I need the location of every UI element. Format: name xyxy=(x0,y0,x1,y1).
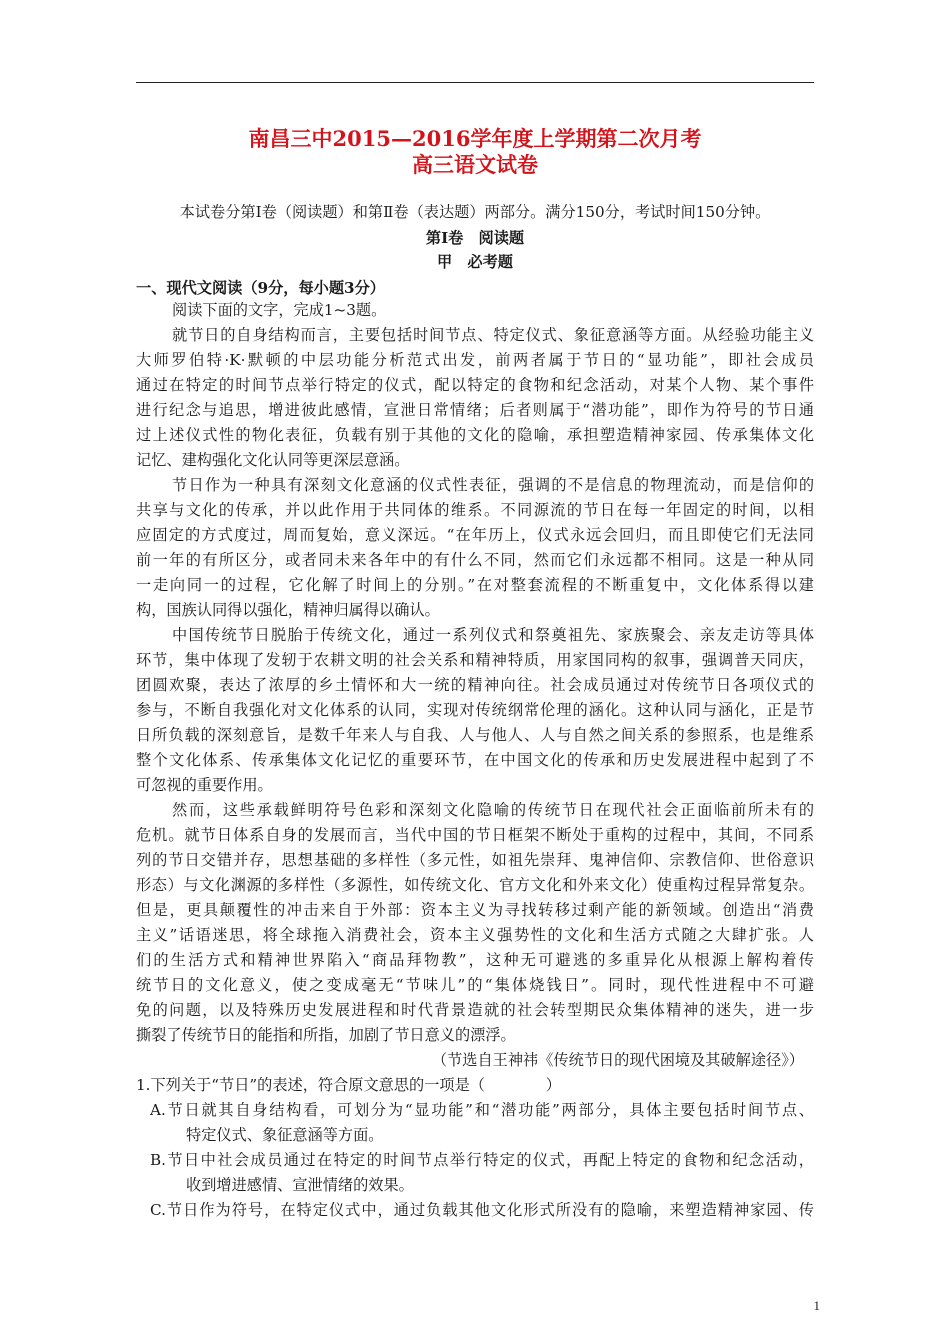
passage-line: 列的节日交错并存，思想基础的多样性（多元性，如祖先崇拜、鬼神信仰、宗教信仰、世俗意识 xyxy=(136,851,814,869)
passage-line: 一走向同一的过程，它化解了时间上的分别。”在对整套流程的不断重复中，文化体系得以建 xyxy=(136,576,814,594)
page-number: 1 xyxy=(813,1298,820,1313)
passage-line: 团圆欢聚，表达了浓厚的乡土情怀和大一统的精神向往。社会成员通过对传统节日各项仪式的 xyxy=(136,676,814,694)
passage-line: 共享与文化的传承，并以此作用于共同体的维系。不同源流的节日在每一年固定的时间，以相 xyxy=(136,501,814,519)
passage-line: 撕裂了传统节日的能指和所指，加剧了节日意义的漂浮。 xyxy=(136,1026,516,1044)
exam-subtitle: 高三语文试卷 xyxy=(412,152,538,177)
option-a: A.节日就其自身结构看，可划分为“显功能”和“潜功能”两部分，具体主要包括时间节点、 xyxy=(150,1101,814,1119)
exam-intro: 本试卷分第Ⅰ卷（阅读题）和第Ⅱ卷（表达题）两部分。满分150分，考试时间150分钟。 xyxy=(179,203,771,221)
passage-line: 大师罗伯特·K·默顿的中层功能分析范式出发，前两者属于节日的“显功能”，即社会成员 xyxy=(136,351,814,369)
exam-title: 南昌三中2015—2016学年度上学期第二次月考 xyxy=(248,126,702,151)
section-title: 第Ⅰ卷 阅读题 xyxy=(425,229,525,247)
passage-line: 进行纪念与追思，增进彼此感情，宣泄日常情绪；后者则属于“潜功能”，即作为符号的节日通 xyxy=(136,401,814,419)
reading-instruction: 阅读下面的文字，完成1~3题。 xyxy=(172,301,387,319)
passage-source: （节选自王神祎《传统节日的现代困境及其破解途径》） xyxy=(431,1051,804,1069)
passage-line: 们的生活方式和精神世界陷入“商品拜物教”，这种无可避逃的多重异化从根源上解构着传 xyxy=(136,951,814,969)
passage-line: 参与，不断自我强化对文化体系的认同，实现对传统纲常伦理的涵化。这种认同与涵化，正是节 xyxy=(136,701,814,719)
passage-line: 节日作为一种具有深刻文化意涵的仪式性表征，强调的不是信息的物理流动，而是信仰的 xyxy=(172,476,814,494)
passage-line: 日所负载的深刻意旨，是数千年来人与自我、人与他人、人与自然之间关系的参照系，也是维系 xyxy=(136,726,814,744)
passage-line: 然而，这些承载鲜明符号色彩和深刻文化隐喻的传统节日在现代社会正面临前所未有的 xyxy=(172,801,814,819)
part-heading: 一、现代文阅读（9分，每小题3分） xyxy=(136,279,385,297)
option-a-cont: 特定仪式、象征意涵等方面。 xyxy=(186,1126,384,1144)
passage-line: 过上述仪式性的物化表征，负载有别于其他的文化的隐喻，承担塑造精神家园、传承集体文化 xyxy=(136,426,814,444)
question-1-stem: 1.下列关于“节日”的表述，符合原文意思的一项是（ ） xyxy=(136,1076,561,1094)
option-b-cont: 收到增进感情、宣泄情绪的效果。 xyxy=(186,1176,414,1194)
subsection-title: 甲 必考题 xyxy=(437,253,513,271)
passage-line: 可忽视的重要作用。 xyxy=(136,776,273,794)
passage-line: 记忆、建构强化文化认同等更深层意涵。 xyxy=(136,451,410,469)
passage-line: 但是，更具颠覆性的冲击来自于外部：资本主义为寻找转移过剩产能的新领域。创造出“消费 xyxy=(136,901,814,919)
passage-line: 构，国族认同得以强化，精神归属得以确认。 xyxy=(136,601,440,619)
passage-line: 应固定的方式度过，周而复始，意义深远。“在年历上，仪式永远会回归，而且即使它们无法同 xyxy=(136,526,814,544)
passage-line: 前一年的有所区分，或者同未来各年中的有什么不同，然而它们永远都不相同。这是一种从同 xyxy=(136,551,814,569)
passage-line: 整个文化体系、传承集体文化记忆的重要环节，在中国文化的传承和历史发展进程中起到了不 xyxy=(136,751,814,769)
passage-line: 中国传统节日脱胎于传统文化，通过一系列仪式和祭奠祖先、家族聚会、亲友走访等具体 xyxy=(172,626,814,644)
option-b: B.节日中社会成员通过在特定的时间节点举行特定的仪式，再配上特定的食物和纪念活动， xyxy=(150,1151,814,1169)
passage-line: 主义”话语迷思，将全球拖入消费社会，资本主义强势性的文化和生活方式随之大肆扩张。人 xyxy=(136,926,814,944)
passage-line: 环节，集中体现了发轫于农耕文明的社会关系和精神特质，用家国同构的叙事，强调普天同庆， xyxy=(136,651,814,669)
option-c: C.节日作为符号，在特定仪式中，通过负载其他文化形式所没有的隐喻，来塑造精神家园、传 xyxy=(150,1201,814,1219)
passage-line: 形态）与文化渊源的多样性（多源性，如传统文化、官方文化和外来文化）使重构过程异常复杂。 xyxy=(136,876,814,894)
passage-line: 免的问题，以及特殊历史发展进程和时代背景造就的社会转型期民众集体精神的迷失，进一步 xyxy=(136,1001,814,1019)
passage-line: 危机。就节日体系自身的发展而言，当代中国的节日框架不断处于重构的过程中，其间，不同系 xyxy=(136,826,814,844)
passage-line: 就节日的自身结构而言，主要包括时间节点、特定仪式、象征意涵等方面。从经验功能主义 xyxy=(172,326,814,344)
header-rule xyxy=(136,82,814,83)
passage-line: 统节日的文化意义，使之变成毫无“节味儿”的“集体烧钱日”。同时，现代性进程中不可避 xyxy=(136,976,814,994)
passage-line: 通过在特定的时间节点举行特定的仪式，配以特定的食物和纪念活动，对某个人物、某个事件 xyxy=(136,376,814,394)
